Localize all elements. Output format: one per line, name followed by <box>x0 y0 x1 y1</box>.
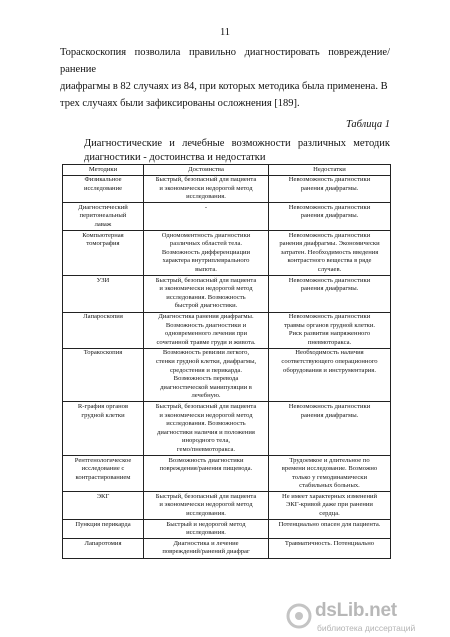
cell-line: Одномоментность диагностики <box>161 231 251 239</box>
cell-line: случаев. <box>317 266 342 274</box>
cell-line: Возможность ревизии легкого, <box>162 349 250 357</box>
cell-line: Торакоскопия <box>83 349 123 357</box>
cell-line: Физикальное <box>84 176 122 184</box>
cell-line: исследования. <box>186 510 226 518</box>
header-advantages: Достоинства <box>144 165 269 176</box>
cell-line: времени исследование. Возможно <box>281 465 378 473</box>
cell-line: инородного тела, <box>181 437 231 445</box>
method-cell <box>63 312 144 348</box>
intro-line: Тораскоскопия позволила правильно диагностировать повреждение/ранение <box>60 47 390 75</box>
cell-line: сердца. <box>319 510 340 518</box>
cell-line: Невозможность диагностики <box>288 203 371 211</box>
cell-line: R-графия органов <box>77 402 129 410</box>
cell-line: Невозможность диагностики <box>288 402 371 410</box>
table-title-line: Диагностические и лечебные возможности различных методик <box>84 138 390 149</box>
cell-line: ранения диафрагмы. <box>300 411 359 419</box>
disadvantages-cell <box>269 175 391 203</box>
header-disadvantages: Недостатки <box>269 165 391 176</box>
table-row <box>63 492 391 520</box>
advantages-cell <box>144 520 269 539</box>
cell-line: исследование <box>83 184 123 192</box>
disadvantages-cell <box>269 231 391 276</box>
cell-line: Невозможность диагностики <box>288 176 371 184</box>
method-cell <box>63 203 144 231</box>
cell-line: и экономически недорогой метод <box>159 411 253 419</box>
cell-line: ранения диафрагмы. Экономически <box>279 240 380 248</box>
cell-line: Возможность диагностики <box>168 456 244 464</box>
cell-line: затратен. Необходимость введения <box>280 248 379 256</box>
cell-line: и экономически недорогой метод <box>159 184 253 192</box>
table-title <box>84 137 390 165</box>
method-cell <box>63 456 144 492</box>
cell-line: и экономически недорогой метод <box>159 285 253 293</box>
cell-line: Быстрый, безопасный для пациента <box>155 402 257 410</box>
cell-line: исследование с <box>81 465 125 473</box>
watermark-site: dsLib.net <box>315 600 397 621</box>
cell-line: Не имеет характерных изменений <box>281 492 378 500</box>
cell-line: ранения диафрагмы. <box>300 212 359 220</box>
cell-line: Пункция перикарда <box>75 520 131 528</box>
cell-line: грудной клетки <box>81 411 125 419</box>
intro-paragraph <box>60 44 390 112</box>
cell-line: исследования. <box>186 529 226 537</box>
cell-line: гемо/пневмоторакса. <box>176 445 236 453</box>
cell-line: ранения диафрагмы. <box>300 184 359 192</box>
cell-line: сочетанной травме груди и живота. <box>156 338 256 346</box>
cell-line: травмы органов грудной клетки. <box>283 321 376 329</box>
table-header-row <box>63 165 391 176</box>
disadvantages-cell <box>269 203 391 231</box>
method-cell <box>63 231 144 276</box>
table-row <box>63 539 391 558</box>
cell-line: Возможность дифференциации <box>161 248 251 256</box>
cell-line: Необходимость наличия <box>295 349 364 357</box>
disadvantages-cell <box>269 456 391 492</box>
advantages-cell <box>144 276 269 312</box>
cell-line: ЭКГ <box>96 492 110 500</box>
cell-line: ранения диафрагмы. <box>300 285 359 293</box>
cell-line: Невозможность диагностики <box>288 313 371 320</box>
cell-line: лечебную. <box>191 392 221 400</box>
disadvantages-cell <box>269 402 391 456</box>
intro-line: трех случаях были зафиксированы осложнения [189]. <box>60 98 300 109</box>
cell-line: томография <box>86 240 120 248</box>
cell-line: Рентгенологическое <box>74 456 132 464</box>
cell-line: оборудования и инструментария. <box>283 366 376 374</box>
disadvantages-cell <box>269 312 391 348</box>
advantages-cell <box>144 402 269 456</box>
advantages-cell <box>144 456 269 492</box>
cell-line: ЭКГ-кривой даже при ранении <box>286 501 373 509</box>
advantages-cell <box>144 492 269 520</box>
method-cell <box>63 492 144 520</box>
cell-line: Быстрый, безопасный для пациента <box>155 176 257 184</box>
cell-line: исследования. Возможность <box>166 420 246 428</box>
table-title-line: диагностики - достоинства и недостатки <box>84 152 266 163</box>
advantages-cell <box>144 231 269 276</box>
cell-line: Возможность перевода <box>173 375 239 383</box>
cell-line: Быстрый, безопасный для пациента <box>155 276 257 284</box>
table-row <box>63 312 391 348</box>
cell-line: выпота. <box>195 266 217 274</box>
intro-line: диафрагмы в 82 случаях из 84, при которых методика была применена. В <box>60 81 388 92</box>
cell-line: различных областей тела. <box>169 240 243 248</box>
advantages-cell <box>144 312 269 348</box>
watermark-tagline: библиотека диссертаций <box>317 623 416 633</box>
table-row <box>63 456 391 492</box>
cell-line: пневмоторакса. <box>307 338 352 346</box>
method-cell <box>63 402 144 456</box>
advantages-cell <box>144 203 269 231</box>
cell-line: повреждения/ранения пищевода. <box>159 465 253 473</box>
cell-line: Возможность диагностики и <box>165 321 247 329</box>
cell-line: исследования. Возможность <box>166 293 246 301</box>
cell-line: Быстрый и недорогой метод <box>166 520 246 528</box>
cell-line: только у гемодинамически <box>292 473 367 481</box>
disadvantages-cell <box>269 520 391 539</box>
disadvantages-cell <box>269 276 391 312</box>
table-row <box>63 276 391 312</box>
table-row <box>63 402 391 456</box>
cell-line: стабильных больных. <box>299 482 360 490</box>
cell-line: Невозможность диагностики <box>288 276 371 284</box>
cell-line: средостения и перикарда. <box>170 366 242 374</box>
cell-line: лаваж <box>94 221 112 229</box>
dslib-logo-icon <box>285 602 313 630</box>
cell-line: Компьютерная <box>82 231 124 239</box>
table-row <box>63 520 391 539</box>
cell-line: диагностической манипуляции в <box>160 383 252 391</box>
advantages-cell <box>144 175 269 203</box>
methods-table <box>62 164 391 559</box>
method-cell <box>63 539 144 558</box>
method-cell <box>63 175 144 203</box>
advantages-cell <box>144 348 269 402</box>
cell-line: диагностики наличия и положения <box>157 428 255 436</box>
cell-line: стенки грудной клетки, диафрагмы, <box>155 357 257 365</box>
disadvantages-cell <box>269 348 391 402</box>
cell-line: соответствующего операционного <box>281 357 378 365</box>
cell-line: Диагностический <box>78 203 128 211</box>
cell-line: повреждений/ранений диафраг <box>162 548 250 556</box>
header-methods: Методики <box>63 165 144 176</box>
table-row <box>63 231 391 276</box>
method-cell <box>63 520 144 539</box>
cell-line: Лапаротомия <box>84 539 122 547</box>
cell-line: Диагностика ранения диафрагмы. <box>158 313 254 320</box>
cell-line: Лапароскопия <box>83 313 123 320</box>
cell-line: УЗИ <box>96 276 110 284</box>
method-cell <box>63 276 144 312</box>
disadvantages-cell <box>269 539 391 558</box>
cell-line: исследования. <box>186 193 226 201</box>
cell-line: Быстрый, безопасный для пациента <box>155 492 257 500</box>
cell-line: Потенциально опасен для пациента. <box>278 520 381 528</box>
cell-line: одновременного лечения при <box>165 330 247 338</box>
cell-line: и экономически недорогой метод <box>159 501 253 509</box>
cell-line: перитонеальный <box>79 212 127 220</box>
table-row <box>63 203 391 231</box>
table-row <box>63 348 391 402</box>
advantages-cell <box>144 539 269 558</box>
cell-line: Трудоемкое и длительное по <box>289 456 370 464</box>
cell-line: быстрой диагностики. <box>174 302 238 310</box>
table-row <box>63 175 391 203</box>
cell-line: - <box>204 203 208 211</box>
cell-line: характера внутриплеврального <box>162 257 250 265</box>
page-number: 11 <box>219 27 231 38</box>
cell-line: Риск развития напряженного <box>288 330 371 338</box>
cell-line: контрастированием <box>75 473 131 481</box>
cell-line: Диагностика и лечение <box>173 539 239 547</box>
method-cell <box>63 348 144 402</box>
table-body <box>63 175 391 558</box>
cell-line: контрастного вещества в ряде <box>287 257 372 265</box>
table-caption: Таблица 1 <box>345 119 390 130</box>
cell-line: Невозможность диагностики <box>288 231 371 239</box>
watermark <box>285 602 450 637</box>
cell-line: Травматичность. Потенциально <box>284 539 375 547</box>
disadvantages-cell <box>269 492 391 520</box>
